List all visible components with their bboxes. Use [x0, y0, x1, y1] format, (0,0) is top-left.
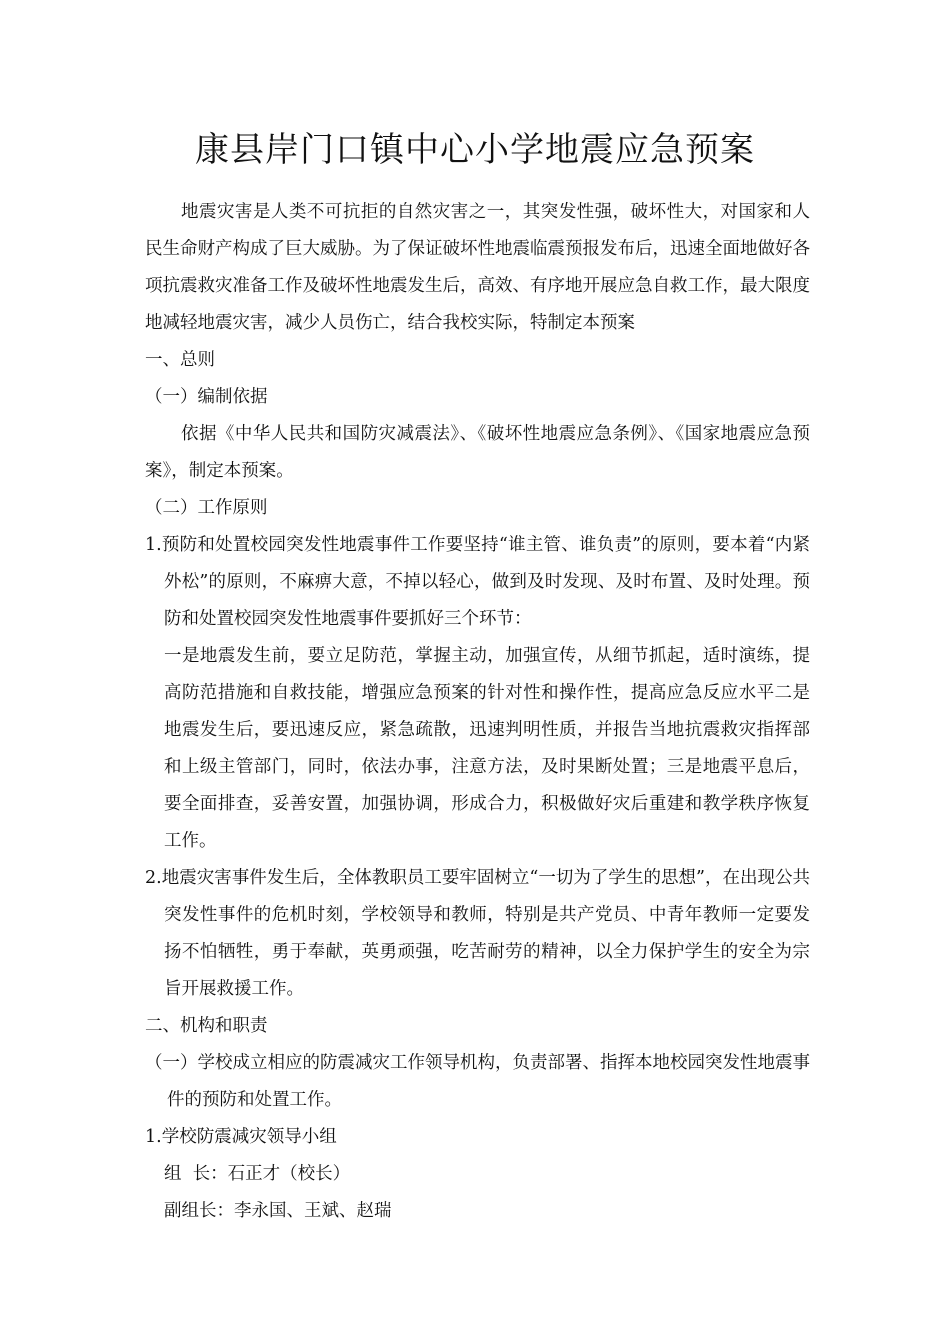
section-heading-general: 一、总则 [145, 350, 215, 370]
subheading-basis: （一）编制依据 [145, 387, 268, 407]
principle-item-1: 1.预防和处置校园突发性地震事件工作要坚持“谁主管、谁负责”的原则，要本着“内紧外松”的原则，不麻痹大意，不掉以轻心，做到及时发现、及时布置、及时处理。预防和处置校园突发性地震事件要抓好三个环节： [145, 535, 810, 629]
subheading-principles: （二）工作原则 [145, 498, 268, 518]
organization-paragraph: （一）学校成立相应的防震减灾工作领导机构，负责部署、指挥本地校园突发性地震事件的预防和处置工作。 [145, 1053, 810, 1110]
intro-paragraph: 地震灾害是人类不可抗拒的自然灾害之一，其突发性强，破坏性大，对国家和人民生命财产构成了巨大威胁。为了保证破坏性地震临震预报发布后，迅速全面地做好各项抗震救灾准备工作及破坏性地震发生后，高效、有序地开展应急自救工作，最大限度地减轻地震灾害，减少人员伤亡，结合我校实际，特制定本预案 [145, 202, 810, 333]
document-body [145, 194, 810, 1230]
group-heading: 1.学校防震减灾领导小组 [145, 1127, 337, 1147]
group-leader-line: 组 长：石正才（校长） [164, 1164, 351, 1184]
group-deputy-line: 副组长：李永国、王斌、赵瑞 [164, 1201, 392, 1221]
basis-paragraph: 依据《中华人民共和国防灾减震法》、《破坏性地震应急条例》、《国家地震应急预案》，制定本预案。 [145, 424, 810, 481]
section-heading-organization: 二、机构和职责 [145, 1016, 268, 1036]
principle-item-1-detail: 一是地震发生前，要立足防范，掌握主动，加强宣传，从细节抓起，适时演练，提高防范措施和自救技能，增强应急预案的针对性和操作性，提高应急反应水平二是地震发生后，要迅速反应，紧急疏散，迅速判明性质，并报告当地抗震救灾指挥部和上级主管部门，同时，依法办事，注意方法，及时果断处置；三是地震平息后，要全面排查，妥善安置，加强协调，形成合力，积极做好灾后重建和教学秩序恢复工作。 [164, 646, 810, 851]
document-title: 康县岸门口镇中心小学地震应急预案 [195, 130, 755, 170]
principle-item-2: 2.地震灾害事件发生后，全体教职员工要牢固树立“一切为了学生的思想”，在出现公共突发性事件的危机时刻，学校领导和教师，特别是共产党员、中青年教师一定要发扬不怕牺牲，勇于奉献，英勇顽强，吃苦耐劳的精神，以全力保护学生的安全为宗旨开展救援工作。 [145, 868, 810, 999]
